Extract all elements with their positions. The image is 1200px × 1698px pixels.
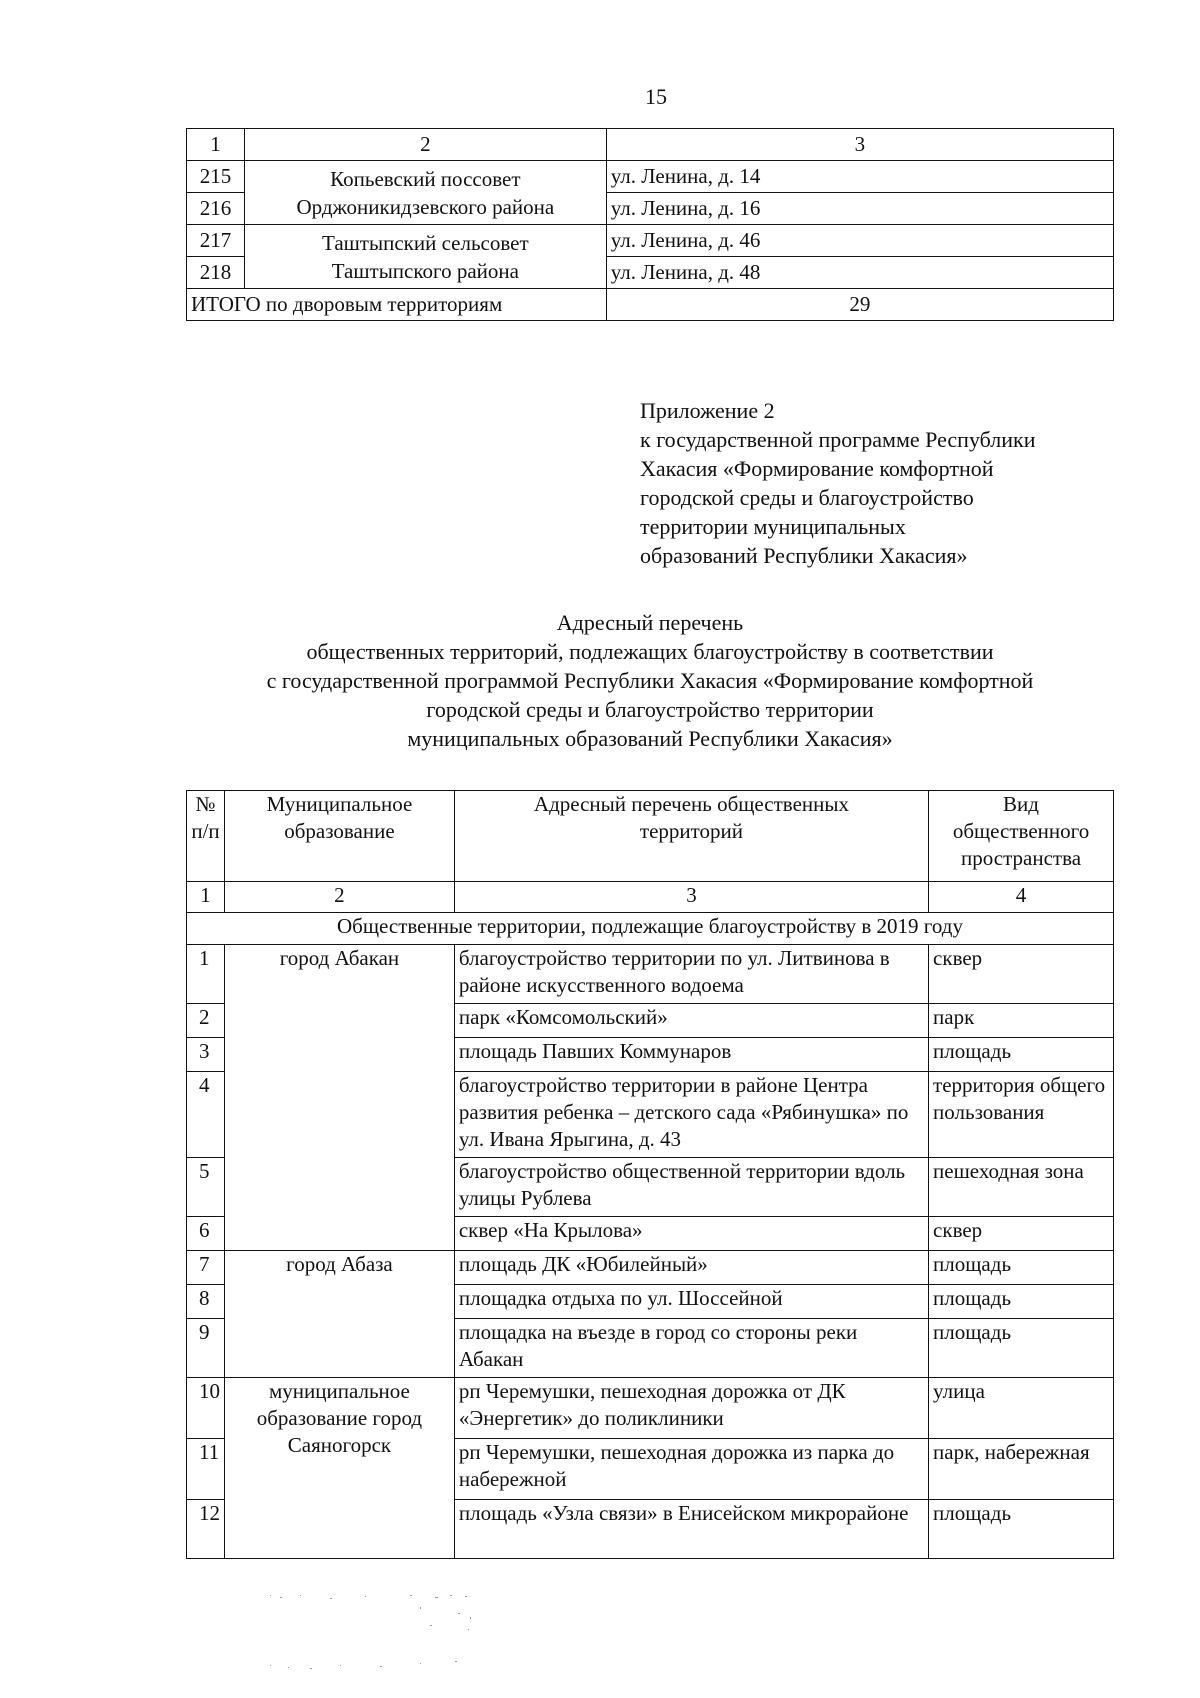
- table-row: [187, 225, 1114, 257]
- address-cell: ул. Ленина, д. 14: [606, 161, 1113, 193]
- address-cell: ул. Ленина, д. 46: [606, 225, 1113, 257]
- address-cell: площадь ДК «Юбилейный»: [454, 1251, 928, 1285]
- row-number: 218: [187, 257, 245, 289]
- title-line: Адресный перечень: [556, 610, 744, 635]
- appendix-line: образований Республики Хакасия»: [640, 543, 968, 568]
- row-number: 3: [187, 1038, 225, 1072]
- address-cell: рп Черемушки, пешеходная дорожка от ДК «Энергетик» до поликлиники: [454, 1378, 928, 1439]
- header-type: Вид общественного пространства: [929, 791, 1114, 882]
- title-line: городской среды и благоустройство территории: [426, 697, 874, 722]
- section-title: Общественные территории, подлежащие благоустройству в 2019 году: [187, 913, 1114, 945]
- address-cell: площадка на въезде в город со стороны реки Абакан: [454, 1319, 928, 1378]
- appendix-caption: [640, 396, 1036, 570]
- row-number: 9: [187, 1319, 225, 1378]
- appendix-line: Хакасия «Формирование комфортной: [640, 456, 994, 481]
- title-line: с государственной программой Республики Хакасия «Формирование комфортной: [266, 668, 1034, 693]
- header-address: Адресный перечень общественных территорий: [454, 791, 928, 882]
- address-cell: благоустройство территории в районе Центра развития ребенка – детского сада «Рябинушка» по ул. Ивана Ярыгина, д. 43: [454, 1072, 928, 1158]
- column-number-row: [187, 882, 1114, 913]
- type-cell: площадь: [929, 1285, 1114, 1319]
- table-row: [187, 161, 1114, 193]
- title-line: общественных территорий, подлежащих благоустройству в соответствии: [306, 639, 994, 664]
- address-cell: ул. Ленина, д. 48: [606, 257, 1113, 289]
- table-row: [187, 945, 1114, 1004]
- address-cell: площадь Павших Коммунаров: [454, 1038, 928, 1072]
- title-line: муниципальных образований Республики Хакасия»: [407, 726, 893, 751]
- row-number: 7: [187, 1251, 225, 1285]
- table-cell: 1: [187, 882, 225, 913]
- row-number: 216: [187, 193, 245, 225]
- address-cell: благоустройство общественной территории вдоль улицы Рублева: [454, 1158, 928, 1217]
- appendix-line: к государственной программе Республики: [640, 427, 1036, 452]
- row-number: 2: [187, 1004, 225, 1038]
- appendix-line: Приложение 2: [640, 398, 775, 423]
- courtyard-territories-table: [186, 128, 1114, 321]
- table-cell: 2: [225, 882, 455, 913]
- type-cell: площадь: [929, 1251, 1114, 1285]
- row-number: 5: [187, 1158, 225, 1217]
- total-label: ИТОГО по дворовым территориям: [187, 289, 607, 321]
- table-cell: 4: [929, 882, 1114, 913]
- address-cell: рп Черемушки, пешеходная дорожка из парка до набережной: [454, 1439, 928, 1500]
- type-cell: пешеходная зона: [929, 1158, 1114, 1217]
- municipality-cell: город Абакан: [225, 945, 455, 1251]
- scan-artifact: [270, 1595, 480, 1695]
- type-cell: площадь: [929, 1500, 1114, 1559]
- table-header-row: [187, 791, 1114, 882]
- address-cell: площадка отдыха по ул. Шоссейной: [454, 1285, 928, 1319]
- address-cell: сквер «На Крылова»: [454, 1217, 928, 1251]
- municipality-cell: Таштыпский сельсовет Таштыпского района: [244, 225, 606, 289]
- type-cell: парк: [929, 1004, 1114, 1038]
- row-number: 217: [187, 225, 245, 257]
- row-number: 215: [187, 161, 245, 193]
- row-number: 12: [187, 1500, 225, 1559]
- total-value: 29: [606, 289, 1113, 321]
- type-cell: территория общего пользования: [929, 1072, 1114, 1158]
- table-cell: 3: [454, 882, 928, 913]
- appendix-line: территории муниципальных: [640, 514, 906, 539]
- type-cell: сквер: [929, 1217, 1114, 1251]
- address-cell: благоустройство территории по ул. Литвинова в районе искусственного водоема: [454, 945, 928, 1004]
- municipality-cell: город Абаза: [225, 1251, 455, 1378]
- table-row: [187, 1378, 1114, 1439]
- header-number: № п/п: [187, 791, 225, 882]
- row-number: 1: [187, 945, 225, 1004]
- public-territories-table: [186, 790, 1114, 1559]
- row-number: 8: [187, 1285, 225, 1319]
- municipality-cell: муниципальное образование город Саяногорск: [225, 1378, 455, 1559]
- document-title: [186, 608, 1114, 753]
- table-cell: 2: [244, 129, 606, 161]
- table-header-row: [187, 129, 1114, 161]
- address-cell: ул. Ленина, д. 16: [606, 193, 1113, 225]
- total-row: [187, 289, 1114, 321]
- type-cell: парк, набережная: [929, 1439, 1114, 1500]
- section-row: [187, 913, 1114, 945]
- type-cell: улица: [929, 1378, 1114, 1439]
- address-cell: площадь «Узла связи» в Енисейском микрорайоне: [454, 1500, 928, 1559]
- municipality-cell: Копьевский поссовет Орджоникидзевского района: [244, 161, 606, 225]
- table-cell: 3: [606, 129, 1113, 161]
- row-number: 11: [187, 1439, 225, 1500]
- appendix-line: городской среды и благоустройство: [640, 485, 974, 510]
- table-row: [187, 1251, 1114, 1285]
- row-number: 6: [187, 1217, 225, 1251]
- page-number: 15: [645, 84, 667, 109]
- row-number: 4: [187, 1072, 225, 1158]
- type-cell: сквер: [929, 945, 1114, 1004]
- row-number: 10: [187, 1378, 225, 1439]
- header-municipality: Муниципальное образование: [225, 791, 455, 882]
- table-cell: 1: [187, 129, 245, 161]
- address-cell: парк «Комсомольский»: [454, 1004, 928, 1038]
- type-cell: площадь: [929, 1319, 1114, 1378]
- type-cell: площадь: [929, 1038, 1114, 1072]
